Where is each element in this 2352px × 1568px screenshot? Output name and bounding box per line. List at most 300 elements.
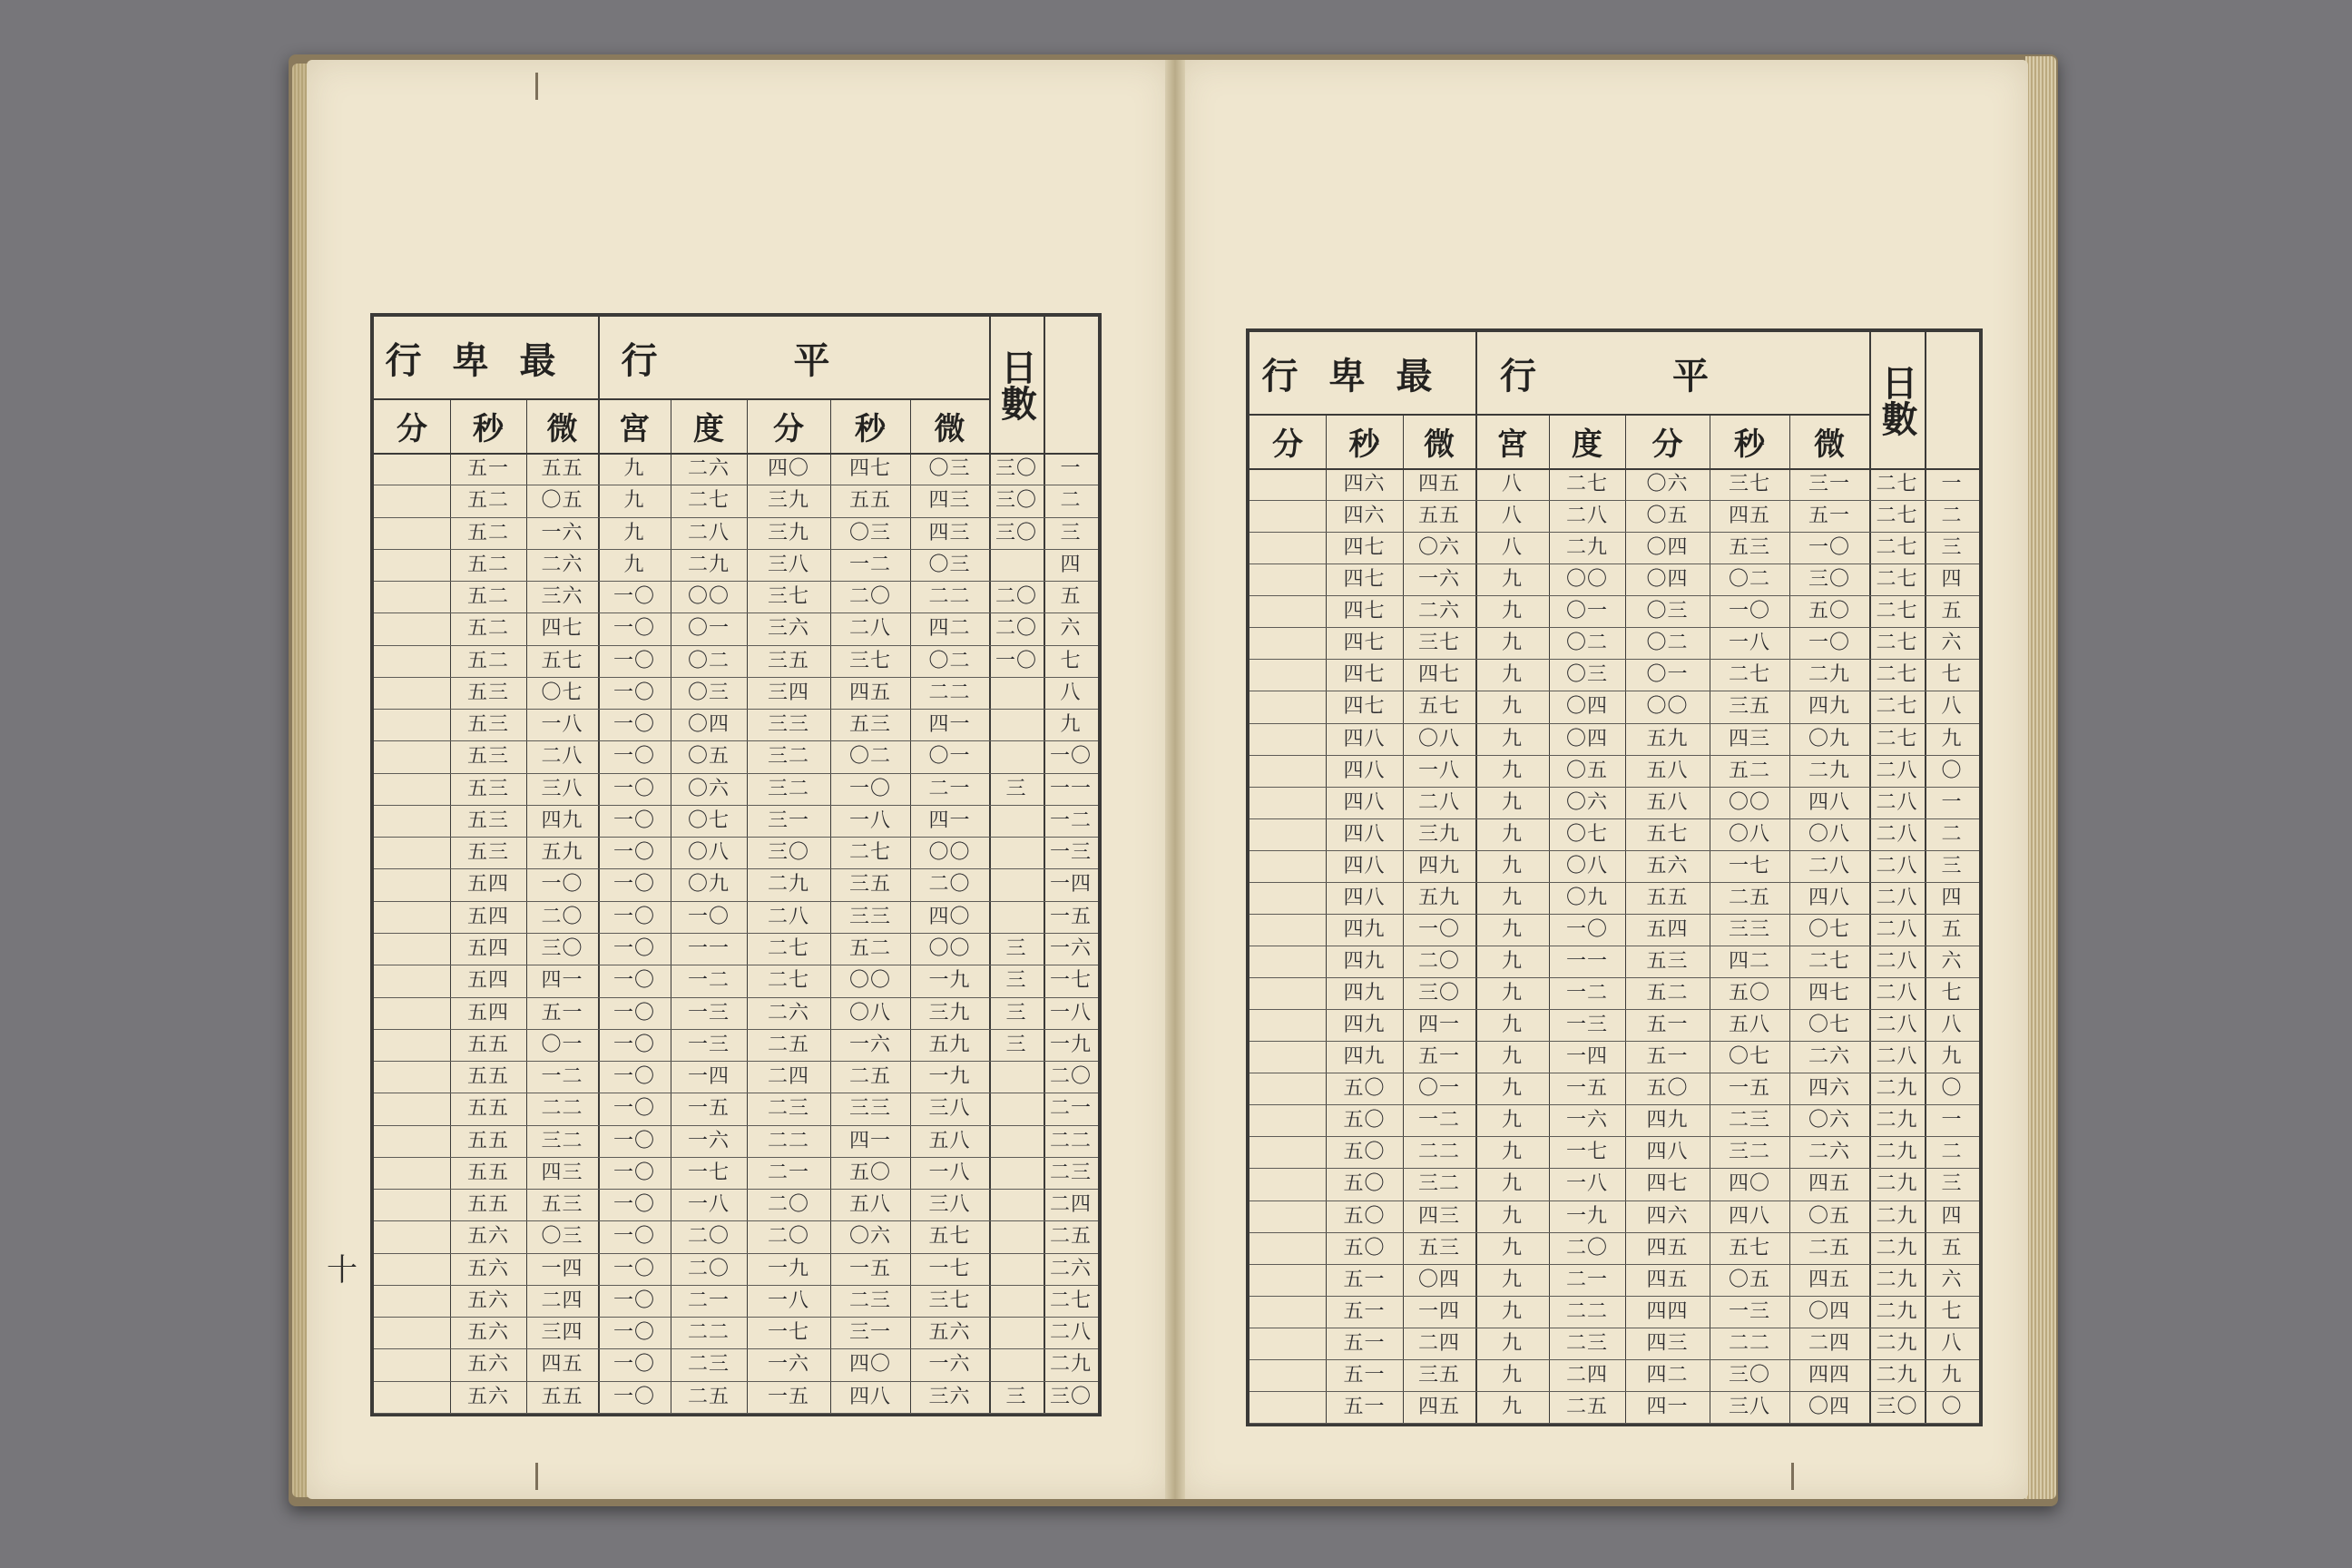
table-cell: 九 bbox=[1501, 695, 1523, 719]
table-cell: 五三 bbox=[466, 777, 509, 800]
table-cell: 一八 bbox=[1728, 632, 1770, 655]
table-cell: 〇六 bbox=[687, 777, 730, 800]
table-cell: 一八 bbox=[1049, 1001, 1092, 1024]
table-cell: 八 bbox=[1501, 473, 1523, 495]
table-cell: 〇八 bbox=[1808, 822, 1850, 846]
table-cell: 一一 bbox=[1565, 950, 1608, 973]
table-row bbox=[1250, 659, 1979, 691]
table-cell: 二七 bbox=[1876, 727, 1918, 750]
table-cell: 九 bbox=[623, 521, 645, 544]
table-cell: 二一 bbox=[928, 777, 971, 800]
table-cell: 〇八 bbox=[687, 841, 730, 865]
table-cell: 一〇 bbox=[612, 1321, 655, 1345]
table-row bbox=[1250, 1359, 1979, 1391]
table-cell: 五一 bbox=[1343, 1268, 1386, 1291]
table-cell: 二九 bbox=[1876, 1363, 1918, 1387]
table-cell: 四〇 bbox=[767, 457, 809, 480]
table-cell: 二九 bbox=[1876, 1141, 1918, 1164]
right-table bbox=[1246, 328, 1983, 1426]
table-row bbox=[374, 1317, 1098, 1348]
table-cell: 〇八 bbox=[848, 1001, 891, 1024]
table-cell: 一〇 bbox=[612, 1033, 655, 1056]
table-cell: 九 bbox=[1501, 663, 1523, 687]
table-cell: 四八 bbox=[1728, 1204, 1770, 1228]
table-cell: 五一 bbox=[1646, 1045, 1689, 1069]
table-cell: 三三 bbox=[848, 905, 891, 928]
table-cell: 一〇 bbox=[687, 905, 730, 928]
table-cell: 一九 bbox=[928, 1065, 971, 1089]
table-cell: 四九 bbox=[1343, 982, 1386, 1005]
table-cell: 九 bbox=[1501, 727, 1523, 750]
table-cell: 五一 bbox=[466, 457, 509, 480]
table-cell: 二八 bbox=[1049, 1321, 1092, 1345]
table-cell: 二七 bbox=[1565, 473, 1608, 495]
table-row bbox=[1250, 1009, 1979, 1041]
table-cell: 五四 bbox=[1646, 917, 1689, 941]
table-cell: 一五 bbox=[1728, 1077, 1770, 1101]
table-cell: 二三 bbox=[1728, 1109, 1770, 1132]
table-cell: 〇九 bbox=[687, 873, 730, 897]
table-cell: 五〇 bbox=[1343, 1204, 1386, 1228]
table-cell: 二一 bbox=[687, 1289, 730, 1312]
table-cell: 五一 bbox=[541, 1001, 583, 1024]
table-cell: 三七 bbox=[1728, 473, 1770, 495]
table-row bbox=[1250, 468, 1979, 500]
table-row bbox=[1250, 914, 1979, 946]
table-cell: 一四 bbox=[687, 1065, 730, 1089]
table-cell: 一〇 bbox=[612, 585, 655, 609]
table-cell: 一 bbox=[1941, 790, 1963, 814]
table-cell: 二八 bbox=[1876, 886, 1918, 909]
table-cell: 〇三 bbox=[687, 681, 730, 704]
table-cell: 〇二 bbox=[1728, 568, 1770, 592]
header-group-mean-motion: 行平 bbox=[621, 338, 966, 382]
table-cell: 八 bbox=[1501, 505, 1523, 528]
table-cell: 三八 bbox=[541, 777, 583, 800]
table-row bbox=[374, 581, 1098, 612]
table-cell: 一六 bbox=[848, 1033, 891, 1056]
table-cell: 四七 bbox=[541, 617, 583, 641]
table-cell: 五一 bbox=[1343, 1331, 1386, 1355]
table-cell: 二七 bbox=[767, 969, 809, 993]
table-cell: 四三 bbox=[1646, 1331, 1689, 1355]
table-cell: 二八 bbox=[1876, 854, 1918, 877]
table-cell: 二九 bbox=[1876, 1331, 1918, 1355]
table-row bbox=[1250, 1264, 1979, 1296]
table-cell: 九 bbox=[1501, 1109, 1523, 1132]
table-cell: 一二 bbox=[1417, 1109, 1460, 1132]
table-cell: 〇八 bbox=[1728, 822, 1770, 846]
table-cell: 二六 bbox=[767, 1001, 809, 1024]
table-cell: 九 bbox=[623, 553, 645, 576]
table-cell: 二六 bbox=[1808, 1141, 1850, 1164]
table-cell: 二八 bbox=[1565, 505, 1608, 528]
table-cell: 一〇 bbox=[612, 681, 655, 704]
table-cell: 〇〇 bbox=[928, 841, 971, 865]
header-day-count: 日數 bbox=[995, 348, 1038, 421]
header-unit: 秒 bbox=[1734, 426, 1765, 463]
table-cell: 〇四 bbox=[1565, 727, 1608, 750]
table-cell: 一六 bbox=[1049, 937, 1092, 960]
table-cell: 四九 bbox=[541, 808, 583, 832]
table-cell: 五一 bbox=[1417, 1045, 1460, 1069]
table-cell: 一三 bbox=[1049, 841, 1092, 865]
table-cell: 二 bbox=[1060, 489, 1082, 513]
header-unit: 分 bbox=[1272, 426, 1303, 463]
table-cell: 五五 bbox=[466, 1193, 509, 1217]
table-cell: 七 bbox=[1941, 1299, 1963, 1323]
table-cell: 二三 bbox=[767, 1097, 809, 1121]
table-cell: 二八 bbox=[541, 745, 583, 769]
table-cell: 五六 bbox=[466, 1257, 509, 1280]
table-cell: 八 bbox=[1501, 536, 1523, 560]
table-cell: 五五 bbox=[466, 1161, 509, 1184]
table-cell: 四八 bbox=[1343, 790, 1386, 814]
table-cell: 四八 bbox=[1343, 822, 1386, 846]
table-cell: 五五 bbox=[541, 1385, 583, 1408]
table-cell: 四八 bbox=[848, 1385, 891, 1408]
table-cell: 九 bbox=[1501, 822, 1523, 846]
table-cell: 五〇 bbox=[1343, 1077, 1386, 1101]
table-cell: 〇八 bbox=[1417, 727, 1460, 750]
table-cell: 〇三 bbox=[928, 457, 971, 480]
table-cell: 九 bbox=[1501, 1331, 1523, 1355]
table-cell: 五二 bbox=[466, 649, 509, 672]
table-cell: 四七 bbox=[848, 457, 891, 480]
table-cell: 四〇 bbox=[848, 1353, 891, 1377]
table-cell: 二八 bbox=[1876, 759, 1918, 782]
table-cell: 四三 bbox=[928, 489, 971, 513]
table-cell: 四一 bbox=[1417, 1014, 1460, 1037]
book-gutter bbox=[1165, 60, 1185, 1499]
table-cell: 五五 bbox=[1417, 505, 1460, 528]
table-cell: 二九 bbox=[1565, 536, 1608, 560]
table-cell: 五三 bbox=[1417, 1236, 1460, 1259]
table-cell: 四五 bbox=[1417, 1395, 1460, 1418]
table-cell: 〇二 bbox=[928, 649, 971, 672]
table-cell: 一七 bbox=[687, 1161, 730, 1184]
table-cell: 四五 bbox=[541, 1353, 583, 1377]
table-cell: 三〇 bbox=[1417, 982, 1460, 1005]
table-cell: 九 bbox=[623, 457, 645, 480]
table-cell: 五七 bbox=[928, 1225, 971, 1249]
table-cell: 二九 bbox=[1876, 1077, 1918, 1101]
table-cell: 一〇 bbox=[612, 1065, 655, 1089]
table-cell: 五一 bbox=[1646, 1014, 1689, 1037]
table-cell: 三七 bbox=[1417, 632, 1460, 655]
table-cell: 四五 bbox=[848, 681, 891, 704]
table-cell: 二九 bbox=[1876, 1268, 1918, 1291]
table-row bbox=[374, 453, 1098, 485]
table-cell: 五五 bbox=[1646, 886, 1689, 909]
table-cell: 五二 bbox=[466, 521, 509, 544]
table-cell: 四三 bbox=[1728, 727, 1770, 750]
table-cell: 四八 bbox=[1343, 759, 1386, 782]
table-cell: 一八 bbox=[541, 713, 583, 737]
table-cell: 五 bbox=[1941, 917, 1963, 941]
table-cell: 二七 bbox=[1876, 632, 1918, 655]
table-cell: 〇〇 bbox=[687, 585, 730, 609]
table-cell: 二四 bbox=[1417, 1331, 1460, 1355]
header-unit: 秒 bbox=[1348, 426, 1380, 463]
table-cell: 二六 bbox=[1417, 600, 1460, 623]
table-cell: 五三 bbox=[466, 713, 509, 737]
table-cell: 一二 bbox=[1565, 982, 1608, 1005]
table-cell: 四五 bbox=[1808, 1268, 1850, 1291]
table-cell: 五九 bbox=[1646, 727, 1689, 750]
table-cell: 四七 bbox=[1343, 695, 1386, 719]
table-row bbox=[1250, 946, 1979, 977]
table-cell: 三 bbox=[1060, 521, 1082, 544]
table-cell: 四一 bbox=[848, 1129, 891, 1152]
table-cell: 一 bbox=[1941, 1109, 1963, 1132]
table-cell: 一六 bbox=[767, 1353, 809, 1377]
table-cell: 二 bbox=[1941, 505, 1963, 528]
table-cell: 五 bbox=[1060, 585, 1082, 609]
table-cell: 五二 bbox=[466, 585, 509, 609]
table-row bbox=[374, 1125, 1098, 1157]
table-cell: 四七 bbox=[1343, 632, 1386, 655]
table-cell: 一三 bbox=[687, 1033, 730, 1056]
table-cell: 九 bbox=[623, 489, 645, 513]
table-cell: 三三 bbox=[767, 713, 809, 737]
table-cell: 三八 bbox=[1728, 1395, 1770, 1418]
table-cell: 一〇 bbox=[1565, 917, 1608, 941]
header-unit: 微 bbox=[546, 410, 578, 447]
table-cell: 二〇 bbox=[541, 905, 583, 928]
table-cell: 三三 bbox=[1728, 917, 1770, 941]
table-cell: 一〇 bbox=[612, 1257, 655, 1280]
table-cell: 一一 bbox=[1049, 777, 1092, 800]
table-cell: 五五 bbox=[466, 1065, 509, 1089]
table-cell: 九 bbox=[1501, 568, 1523, 592]
table-cell: 一〇 bbox=[612, 905, 655, 928]
table-cell: 〇一 bbox=[687, 617, 730, 641]
header-day-count: 日數 bbox=[1876, 364, 1918, 436]
table-cell: 〇五 bbox=[541, 489, 583, 513]
table-cell: 七 bbox=[1941, 663, 1963, 687]
table-cell: 四八 bbox=[1343, 886, 1386, 909]
table-cell: 四一 bbox=[928, 808, 971, 832]
table-cell: 二八 bbox=[687, 521, 730, 544]
table-cell: 二四 bbox=[1565, 1363, 1608, 1387]
table-row bbox=[1250, 564, 1979, 595]
table-cell: 三〇 bbox=[1876, 1395, 1918, 1418]
table-cell: 一六 bbox=[1417, 568, 1460, 592]
table-cell: 五六 bbox=[466, 1289, 509, 1312]
table-cell: 五五 bbox=[466, 1129, 509, 1152]
header-unit: 分 bbox=[1651, 426, 1683, 463]
table-cell: 〇八 bbox=[1565, 854, 1608, 877]
table-cell: 三二 bbox=[767, 777, 809, 800]
table-cell: 〇 bbox=[1941, 1395, 1963, 1418]
table-cell: 五一 bbox=[1343, 1363, 1386, 1387]
table-cell: 九 bbox=[1501, 1395, 1523, 1418]
table-cell: 一〇 bbox=[612, 1385, 655, 1408]
table-cell: 九 bbox=[1941, 1363, 1963, 1387]
table-cell: 〇七 bbox=[541, 681, 583, 704]
table-cell: 五〇 bbox=[848, 1161, 891, 1184]
table-row bbox=[1250, 818, 1979, 850]
table-cell: 二三 bbox=[687, 1353, 730, 1377]
table-cell: 二九 bbox=[1049, 1353, 1092, 1377]
table-row bbox=[374, 1285, 1098, 1317]
table-cell: 四三 bbox=[1417, 1204, 1460, 1228]
table-cell: 〇〇 bbox=[848, 969, 891, 993]
header-unit: 微 bbox=[1424, 426, 1455, 463]
table-cell: 一〇 bbox=[612, 937, 655, 960]
table-cell: 〇七 bbox=[1565, 822, 1608, 846]
table-cell: 三 bbox=[1005, 777, 1027, 800]
table-row bbox=[1250, 532, 1979, 564]
table-cell: 五三 bbox=[1646, 950, 1689, 973]
table-cell: 一四 bbox=[1565, 1045, 1608, 1069]
table-cell: 五〇 bbox=[1646, 1077, 1689, 1101]
table-cell: 四一 bbox=[1646, 1395, 1689, 1418]
table-cell: 九 bbox=[1501, 1141, 1523, 1164]
table-cell: 二七 bbox=[848, 841, 891, 865]
table-cell: 三六 bbox=[767, 617, 809, 641]
row-rule bbox=[374, 1413, 1098, 1414]
table-cell: 三三 bbox=[848, 1097, 891, 1121]
table-cell: 一九 bbox=[928, 969, 971, 993]
table-cell: 〇 bbox=[1941, 1077, 1963, 1101]
table-cell: 九 bbox=[1501, 854, 1523, 877]
table-cell: 四四 bbox=[1646, 1299, 1689, 1323]
table-cell: 二七 bbox=[1876, 663, 1918, 687]
table-cell: 二〇 bbox=[848, 585, 891, 609]
table-row bbox=[1250, 1073, 1979, 1104]
table-cell: 五六 bbox=[928, 1321, 971, 1345]
table-cell: 一七 bbox=[1565, 1141, 1608, 1164]
table-cell: 九 bbox=[1501, 917, 1523, 941]
table-cell: 四〇 bbox=[928, 905, 971, 928]
header-unit: 秒 bbox=[473, 410, 504, 447]
table-cell: 一〇 bbox=[612, 1001, 655, 1024]
table-cell: 五三 bbox=[1728, 536, 1770, 560]
table-cell: 一〇 bbox=[612, 745, 655, 769]
table-cell: 二 bbox=[1941, 822, 1963, 846]
table-cell: 〇四 bbox=[1646, 536, 1689, 560]
table-cell: 四七 bbox=[1343, 536, 1386, 560]
table-cell: 三一 bbox=[848, 1321, 891, 1345]
table-cell: 〇六 bbox=[848, 1225, 891, 1249]
table-cell: 一〇 bbox=[612, 1097, 655, 1121]
table-cell: 三二 bbox=[541, 1129, 583, 1152]
table-cell: 一 bbox=[1060, 457, 1082, 480]
header-unit: 微 bbox=[1814, 426, 1845, 463]
table-row bbox=[1250, 1104, 1979, 1136]
table-cell: 二九 bbox=[1876, 1204, 1918, 1228]
table-cell: 〇七 bbox=[1808, 917, 1850, 941]
table-cell: 〇〇 bbox=[1646, 695, 1689, 719]
table-cell: 五〇 bbox=[1808, 600, 1850, 623]
table-cell: 〇九 bbox=[1808, 727, 1850, 750]
table-cell: 四九 bbox=[1343, 1045, 1386, 1069]
table-row bbox=[374, 1253, 1098, 1285]
table-cell: 九 bbox=[1501, 1299, 1523, 1323]
table-row bbox=[374, 837, 1098, 868]
table-cell: 五 bbox=[1941, 600, 1963, 623]
table-cell: 一八 bbox=[767, 1289, 809, 1312]
table-cell: 二一 bbox=[767, 1161, 809, 1184]
table-row bbox=[374, 709, 1098, 740]
table-cell: 五五 bbox=[848, 489, 891, 513]
table-cell: 二一 bbox=[1565, 1268, 1608, 1291]
table-cell: 〇〇 bbox=[928, 937, 971, 960]
table-cell: 〇五 bbox=[1565, 759, 1608, 782]
table-cell: 一五 bbox=[1049, 905, 1092, 928]
table-cell: 三 bbox=[1005, 937, 1027, 960]
table-cell: 二九 bbox=[1876, 1299, 1918, 1323]
table-cell: 六 bbox=[1941, 632, 1963, 655]
table-cell: 一〇 bbox=[995, 649, 1037, 672]
table-cell: 二五 bbox=[767, 1033, 809, 1056]
table-row bbox=[1250, 882, 1979, 914]
table-cell: 一二 bbox=[848, 553, 891, 576]
table-cell: 〇六 bbox=[1646, 473, 1689, 495]
table-cell: 五〇 bbox=[1728, 982, 1770, 1005]
table-cell: 〇一 bbox=[541, 1033, 583, 1056]
table-cell: 二二 bbox=[1728, 1331, 1770, 1355]
table-cell: 四七 bbox=[1343, 568, 1386, 592]
table-row bbox=[374, 933, 1098, 965]
table-cell: 〇三 bbox=[928, 553, 971, 576]
table-cell: 三九 bbox=[767, 521, 809, 544]
table-cell: 五一 bbox=[1808, 505, 1850, 528]
table-cell: 四七 bbox=[1646, 1172, 1689, 1196]
table-cell: 二四 bbox=[1808, 1331, 1850, 1355]
table-cell: 二〇 bbox=[1049, 1065, 1092, 1089]
table-cell: 二五 bbox=[848, 1065, 891, 1089]
table-cell: 五一 bbox=[1343, 1395, 1386, 1418]
table-cell: 二 bbox=[1941, 1141, 1963, 1164]
table-row bbox=[374, 645, 1098, 677]
table-cell: 一二 bbox=[687, 969, 730, 993]
table-cell: 五四 bbox=[466, 937, 509, 960]
table-cell: 四八 bbox=[1343, 854, 1386, 877]
header-unit: 宮 bbox=[1496, 426, 1528, 463]
table-cell: 二〇 bbox=[995, 585, 1037, 609]
table-cell: 四九 bbox=[1417, 854, 1460, 877]
table-cell: 九 bbox=[1501, 759, 1523, 782]
table-cell: 二九 bbox=[1876, 1236, 1918, 1259]
table-cell: 五二 bbox=[466, 553, 509, 576]
table-cell: 四五 bbox=[1808, 1172, 1850, 1196]
table-cell: 三 bbox=[1005, 1385, 1027, 1408]
table-cell: 六 bbox=[1941, 1268, 1963, 1291]
table-cell: 五三 bbox=[466, 808, 509, 832]
table-cell: 二七 bbox=[767, 937, 809, 960]
table-cell: 五九 bbox=[1417, 886, 1460, 909]
table-cell: 四八 bbox=[1646, 1141, 1689, 1164]
table-cell: 一〇 bbox=[612, 713, 655, 737]
table-row bbox=[1250, 1168, 1979, 1200]
table-cell: 六 bbox=[1941, 950, 1963, 973]
table-cell: 九 bbox=[1501, 600, 1523, 623]
table-cell: 五九 bbox=[541, 841, 583, 865]
table-cell: 二九 bbox=[1808, 759, 1850, 782]
table-cell: 五八 bbox=[1728, 1014, 1770, 1037]
table-cell: 八 bbox=[1941, 695, 1963, 719]
table-cell: 五三 bbox=[848, 713, 891, 737]
table-cell: 二九 bbox=[1876, 1172, 1918, 1196]
header-unit: 秒 bbox=[855, 410, 886, 447]
table-cell: 五八 bbox=[848, 1193, 891, 1217]
table-cell: 三六 bbox=[541, 585, 583, 609]
table-cell: 〇一 bbox=[1417, 1077, 1460, 1101]
table-cell: 五六 bbox=[466, 1321, 509, 1345]
